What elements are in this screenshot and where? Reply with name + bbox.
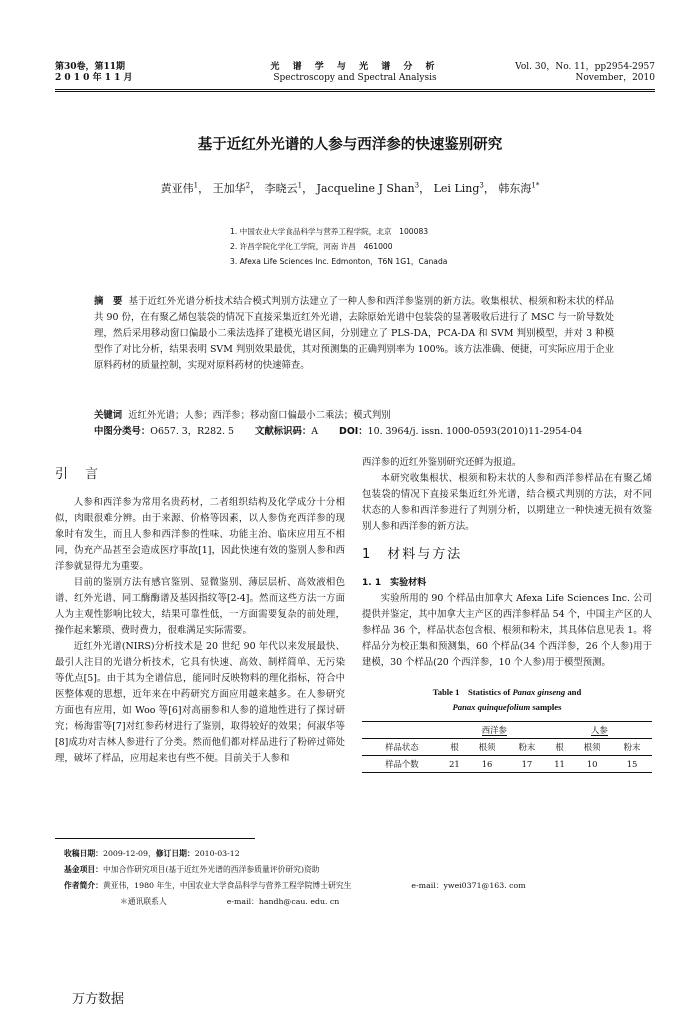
journal-name-cn: 光 谱 学 与 光 谱 分 析 xyxy=(270,62,440,72)
author: Lei Ling$^3$， xyxy=(433,181,495,195)
keywords-label: 关键词 xyxy=(94,410,123,421)
table-cell: 15 xyxy=(626,759,638,769)
table-row-header: 样品个数 xyxy=(385,759,419,769)
journal-name-en: Spectroscopy and Spectral Analysis xyxy=(273,73,437,83)
footnote-rule xyxy=(55,838,255,839)
paragraph: 目前的鉴别方法有感官鉴别、显微鉴别、薄层层析、高效液相色谱、红外光谱、同工酶酶谱及基因指纹等[2-4]。然而这些方法一方面人为主观性影响比较大，结果可靠性低，一方面需要复杂的前处理，操作起来繁琐、费时费力，很难满足实际需要。 xyxy=(55,577,345,636)
paragraph: 本研究收集根状、根须和粉末状的人参和西洋参样品在有聚乙烯包装袋的情况下直接采集近红外光谱，结合模式判别的方法，对不同状态的人参和西洋参进行了判别分析，以期建立一种快速无损有效鉴别人参和西洋参的新方法。 xyxy=(362,473,652,532)
paragraph: 人参和西洋参为常用名贵药材，二者组织结构及化学成分十分相似，肉眼很难分辨。由于来源、价格等因素，以人参伪充西洋参的现象时有发生，而且人参和西洋参的性味、功能主治、临床应用互不相同，伪充产品甚至会造成医疗事故[1]，因此快速有效的鉴别人参和西洋参就显得尤为重要。 xyxy=(55,497,345,572)
right-column xyxy=(362,455,652,773)
left-column xyxy=(55,467,345,767)
doi: DOI：10. 3964/j. issn. 1000-0593(2010)11-2954-04 xyxy=(339,426,583,437)
header-rule-thin xyxy=(55,91,655,92)
subsection-heading: 1. 1 实验材料 xyxy=(362,578,427,588)
table-cell: 21 xyxy=(449,759,460,769)
table-row-header: 样品状态 xyxy=(385,742,419,752)
table-cell: 根 xyxy=(555,742,564,752)
author: Jacqueline J Shan$^3$， xyxy=(316,181,431,195)
table-cell: 根须 xyxy=(478,742,496,752)
affiliation: 3. Afexa Life Sciences Inc. Edmonton，T6N 1G1，Canada xyxy=(230,257,448,266)
table-cell: 10 xyxy=(586,759,598,769)
author: 王加华$^2$， xyxy=(212,181,262,195)
footnote-corresponding: ＊通讯联系人 e-mail：handh@cau. edu. cn xyxy=(120,897,340,906)
paragraph: 实验所用的 90 个样品由加拿大 Afexa Life Sciences Inc. 公司提供并鉴定，其中加拿大主产区的西洋参样品 54 个，中国主产区的人参样品 36 个，样品状态包含根、根须和粉末，其具体信息见表 1。将样品分为校正集和预测集，60 个样品(34 个西洋参，26 个人参)用于建模，30 个样品(20 个西洋参，10 个人参)用于模型预测。 xyxy=(362,593,652,668)
corresponding-email: e-mail：handh@cau. edu. cn xyxy=(226,897,340,906)
running-header xyxy=(55,62,655,86)
affiliation: 2. 许昌学院化学化工学院，河南 许昌 461000 xyxy=(230,242,393,251)
table-group-header: 西洋参 xyxy=(481,725,507,735)
footnote-dates: 收稿日期：2009-12-09，修订日期：2010-03-12 xyxy=(64,849,240,858)
abstract xyxy=(94,294,614,374)
table-cell: 根须 xyxy=(583,742,601,752)
keywords-text: 近红外光谱；人参；西洋参；移动窗口偏最小二乘法；模式判别 xyxy=(128,410,391,421)
issue-month-en: November，2010 xyxy=(575,73,655,83)
keywords xyxy=(94,408,634,424)
table-row xyxy=(362,756,652,773)
clc-number: 中图分类号：O657. 3，R282. 5 xyxy=(94,426,235,437)
author: 黄亚伟$^1$， xyxy=(160,181,210,195)
footnotes xyxy=(64,846,654,910)
table-cell: 11 xyxy=(554,759,565,769)
author-email: e-mail：ywei0371@163. com xyxy=(411,881,526,890)
affiliation: 1. 中国农业大学食品科学与营养工程学院，北京 100083 xyxy=(230,227,429,236)
affiliations xyxy=(230,224,447,269)
table-cell: 16 xyxy=(481,759,493,769)
footnote-fund: 基金项目：中加合作研究项目(基于近红外光谱的西洋参质量评价研究)资助 xyxy=(64,865,320,874)
paragraph: 西洋参的近红外鉴别研究还鲜为报道。 xyxy=(362,457,522,468)
table-cell: 粉末 xyxy=(623,742,641,752)
paper-title: 基于近红外光谱的人参与西洋参的快速鉴别研究 xyxy=(197,137,503,153)
table-cell: 粉末 xyxy=(518,742,536,752)
table-row xyxy=(362,722,652,739)
table-group-header: 人参 xyxy=(591,725,608,735)
volume-pages: Vol. 30，No. 11，pp2954-2957 xyxy=(515,62,655,72)
table-cell: 根 xyxy=(450,742,459,752)
table-row xyxy=(362,739,652,756)
abstract-text: 基于近红外光谱分析技术结合模式判别方法建立了一种人参和西洋参鉴别的新方法。收集根状、根须和粉末状的样品共 90 份，在有聚乙烯包装袋的情况下直接采集近红外光谱，去除原始光谱中包装袋的显著吸收后进行了 MSC 与一阶导数处理，然后采用移动窗口偏最小二乘法选择了建模光谱区间，分别建立了 PLS-DA，PCA-DA 和 SVM 判别模型，并对 3 种模型作了对比分析，结果表明 SVM 判别效果最优，其对预测集的正确判别率为 100%。该方法准确、便捷，可实际应用于企业原料药材的质量控制，实现对原料药材的快速筛查。 xyxy=(94,296,614,371)
volume-issue: 第30卷，第11期 xyxy=(55,62,126,72)
issue-date: 2 0 1 0 年 1 1 月 xyxy=(55,73,133,83)
section-heading-intro: 引 言 xyxy=(55,467,101,482)
journal-pages-info xyxy=(515,62,655,84)
classification-line xyxy=(94,424,654,440)
sample-statistics-table xyxy=(362,721,652,773)
paragraph: 近红外光谱(NIRS)分析技术是 20 世纪 90 年代以来发展最快、最引人注目的光谱分析技术，它具有快速、高效、制样简单、无污染等优点[5]。由于其为全谱信息，能同时反映物料的理化指标，符合中医整体观的思想，近年来在中药研究方面应用越来越多。在人参研究方面也有应用，如 Woo 等[6]对高丽参和人参的道地性进行了探讨研究；杨海雷等[7]对红参药材进行了鉴别，取得较好的效果；何淑华等[8]成功对吉林人参进行了分类。然而他们都对样品进行了粉碎过筛处理，破坏了样品，应用起来也有些不便。目前关于人参和 xyxy=(55,641,345,764)
author-list xyxy=(0,180,700,196)
abstract-label: 摘 要 xyxy=(94,296,123,307)
author: 李晓云$^1$， xyxy=(264,181,314,195)
table-caption: Table 1 Statistics of Panax ginseng and Panax quinquefolium samples xyxy=(432,687,582,712)
author: 韩东海$^{1*}$ xyxy=(498,181,540,195)
doc-code: 文献标识码：A xyxy=(255,426,319,437)
header-rule xyxy=(55,89,655,90)
footnote-author: 作者简介：黄亚伟，1980 年生，中国农业大学食品科学与营养工程学院博士研究生 e-mail：ywei0371@163. com xyxy=(64,881,526,890)
wanfang-watermark: 万方数据 xyxy=(72,992,125,1007)
section-heading-materials: 1 材料与方法 xyxy=(362,547,463,562)
table-cell: 17 xyxy=(521,759,533,769)
